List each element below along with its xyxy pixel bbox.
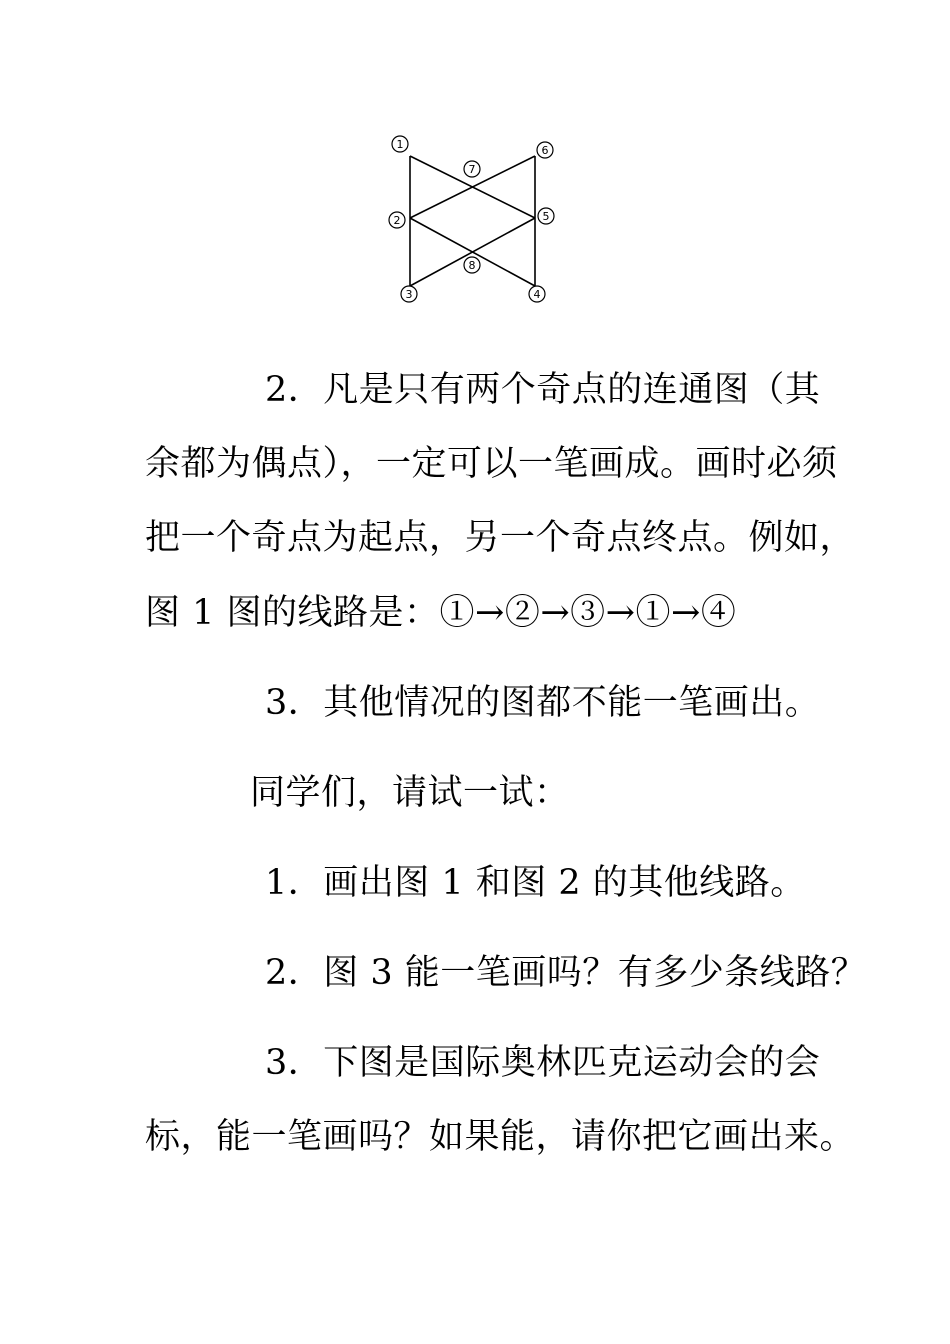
paragraph-3: 3．其他情况的图都不能一笔画出。 <box>265 683 821 723</box>
graph-diagram <box>375 128 565 310</box>
node-8 <box>464 257 480 273</box>
svg-text:1: 1 <box>396 138 404 151</box>
svg-text:4: 4 <box>533 288 541 301</box>
node-5 <box>538 208 554 224</box>
node-3 <box>401 286 417 302</box>
svg-text:3: 3 <box>405 288 413 301</box>
node-7 <box>464 161 480 177</box>
svg-text:6: 6 <box>541 144 549 157</box>
node-2 <box>389 212 405 228</box>
node-4 <box>529 286 545 302</box>
svg-text:8: 8 <box>468 259 476 272</box>
svg-text:7: 7 <box>468 163 476 176</box>
node-6 <box>537 142 553 158</box>
question-2: 2．图 3 能一笔画吗？有多少条线路？ <box>265 953 867 993</box>
question-1: 1．画出图 1 和图 2 的其他线路。 <box>265 863 806 903</box>
paragraph-2-line-2: 余都为偶点），一定可以一笔画成。画时必须 <box>145 444 838 484</box>
paragraph-2-line-4: 图 1 图的线路是：①→②→③→①→④ <box>145 593 737 633</box>
exercise-intro: 同学们，请试一试： <box>250 773 570 813</box>
question-3-line-1: 3．下图是国际奥林匹克运动会的会 <box>265 1043 821 1083</box>
svg-text:2: 2 <box>393 214 401 227</box>
graph-figure <box>375 128 565 310</box>
svg-text:5: 5 <box>542 210 550 223</box>
paragraph-2-line-1: 2．凡是只有两个奇点的连通图（其 <box>265 370 821 410</box>
paragraph-2-line-3: 把一个奇点为起点，另一个奇点终点。例如， <box>145 518 856 558</box>
node-1 <box>392 136 408 152</box>
question-3-line-2: 标，能一笔画吗？如果能，请你把它画出来。 <box>145 1117 856 1157</box>
